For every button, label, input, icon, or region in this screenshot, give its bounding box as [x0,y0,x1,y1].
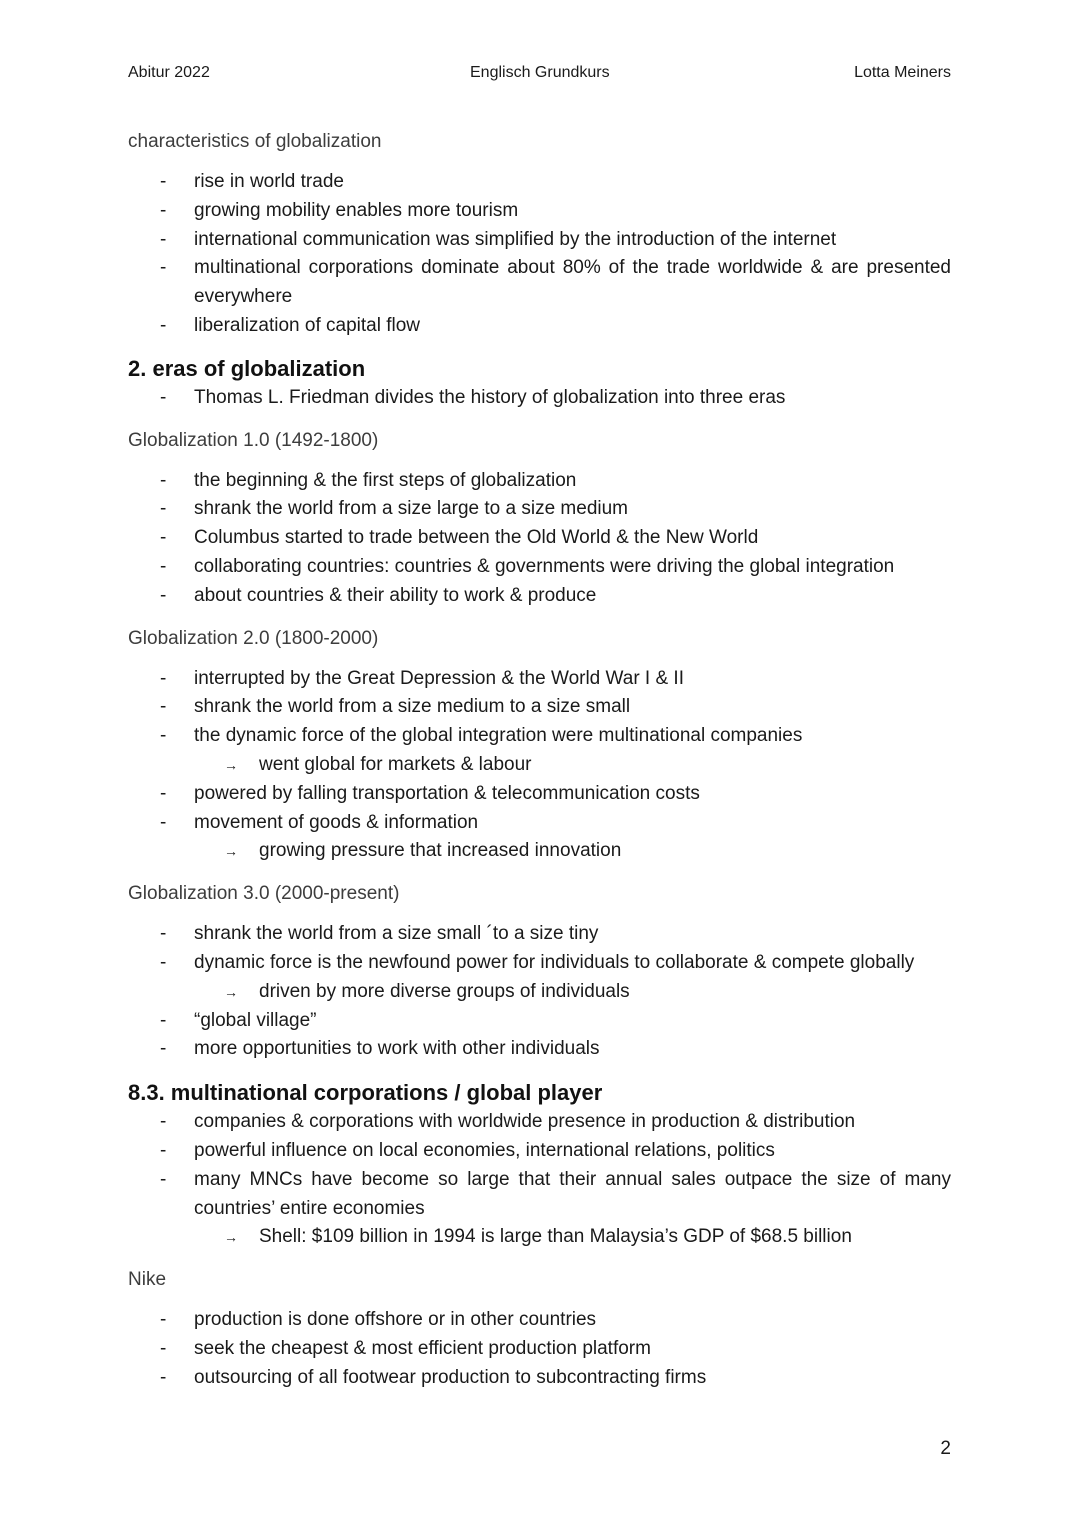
list-item: - rise in world trade [128,168,951,197]
list-item: - many MNCs have become so large that their annual sales outpace the size of many countries’ entire economies [128,1166,951,1224]
g1-list [128,467,951,611]
g3-arrow-line-1 [128,978,951,1007]
list-item: - shrank the world from a size large to a size medium [128,495,951,524]
mnc-arrow-line-1 [128,1223,951,1252]
g2-list [128,665,951,751]
mnc-title: 8.3. multinational corporations / global player [128,1080,603,1106]
header-left: Abitur 2022 [128,64,210,81]
nike-title: Nike [128,1269,167,1291]
page-content [128,128,951,1393]
list-item: - multinational corporations dominate about 80% of the trade worldwide & are presented everywhere [128,254,951,312]
list-item: - movement of goods & information [128,809,951,838]
arrow-right-icon: → [224,1229,238,1246]
g2-title: Globalization 2.0 (1800-2000) [128,627,379,649]
g3-list [128,920,951,978]
header-center: Englisch Grundkurs [470,64,610,81]
list-item: - powerful influence on local economies, international relations, politics [128,1137,951,1166]
arrow-line-text: growing pressure that increased innovation [259,840,622,862]
list-item: - international communication was simplified by the introduction of the internet [128,226,951,255]
list-item: - collaborating countries: countries & governments were driving the global integration [128,553,951,582]
arrow-line-text: went global for markets & labour [259,753,532,775]
list-item: - more opportunities to work with other individuals [128,1035,951,1064]
g2-arrow-line-1 [128,751,951,780]
characteristics-list [128,168,951,341]
list-item: - about countries & their ability to work & produce [128,582,951,611]
g2-arrow-line-2 [128,837,951,866]
arrow-right-icon: → [224,843,238,860]
page-header [128,64,951,88]
mnc-list [128,1108,951,1223]
list-item: - the beginning & the first steps of globalization [128,467,951,496]
arrow-line-text: driven by more diverse groups of individuals [259,980,630,1002]
list-item: - companies & corporations with worldwide presence in production & distribution [128,1108,951,1137]
list-item: - growing mobility enables more tourism [128,197,951,226]
header-right: Lotta Meiners [854,64,951,81]
arrow-right-icon: → [224,756,238,773]
list-item: - outsourcing of all footwear production to subcontracting firms [128,1364,951,1393]
list-item: - shrank the world from a size medium to a size small [128,693,951,722]
g3-list-continued [128,1007,951,1065]
g1-title: Globalization 1.0 (1492-1800) [128,429,379,451]
g3-title: Globalization 3.0 (2000-present) [128,883,400,905]
arrow-right-icon: → [224,983,238,1000]
eras-intro-list [128,384,951,413]
list-item: - Columbus started to trade between the Old World & the New World [128,524,951,553]
list-item: - dynamic force is the newfound power for individuals to collaborate & compete globally [128,949,951,978]
list-item: - powered by falling transportation & telecommunication costs [128,780,951,809]
list-item: - shrank the world from a size small ´to a size tiny [128,920,951,949]
list-item: - liberalization of capital flow [128,312,951,341]
arrow-line-text: Shell: $109 billion in 1994 is large than Malaysia’s GDP of $68.5 billion [259,1226,852,1248]
list-item: - the dynamic force of the global integration were multinational companies [128,722,951,751]
characteristics-title: characteristics of globalization [128,131,382,152]
list-item: - seek the cheapest & most efficient production platform [128,1335,951,1364]
eras-title: 2. eras of globalization [128,355,366,381]
list-item: - “global village” [128,1007,951,1036]
g2-list-continued [128,780,951,838]
page-number: 2 [940,1438,951,1459]
list-item: - production is done offshore or in other countries [128,1306,951,1335]
list-item: - Thomas L. Friedman divides the history of globalization into three eras [128,384,951,413]
list-item: - interrupted by the Great Depression & the World War I & II [128,665,951,694]
nike-list [128,1306,951,1392]
